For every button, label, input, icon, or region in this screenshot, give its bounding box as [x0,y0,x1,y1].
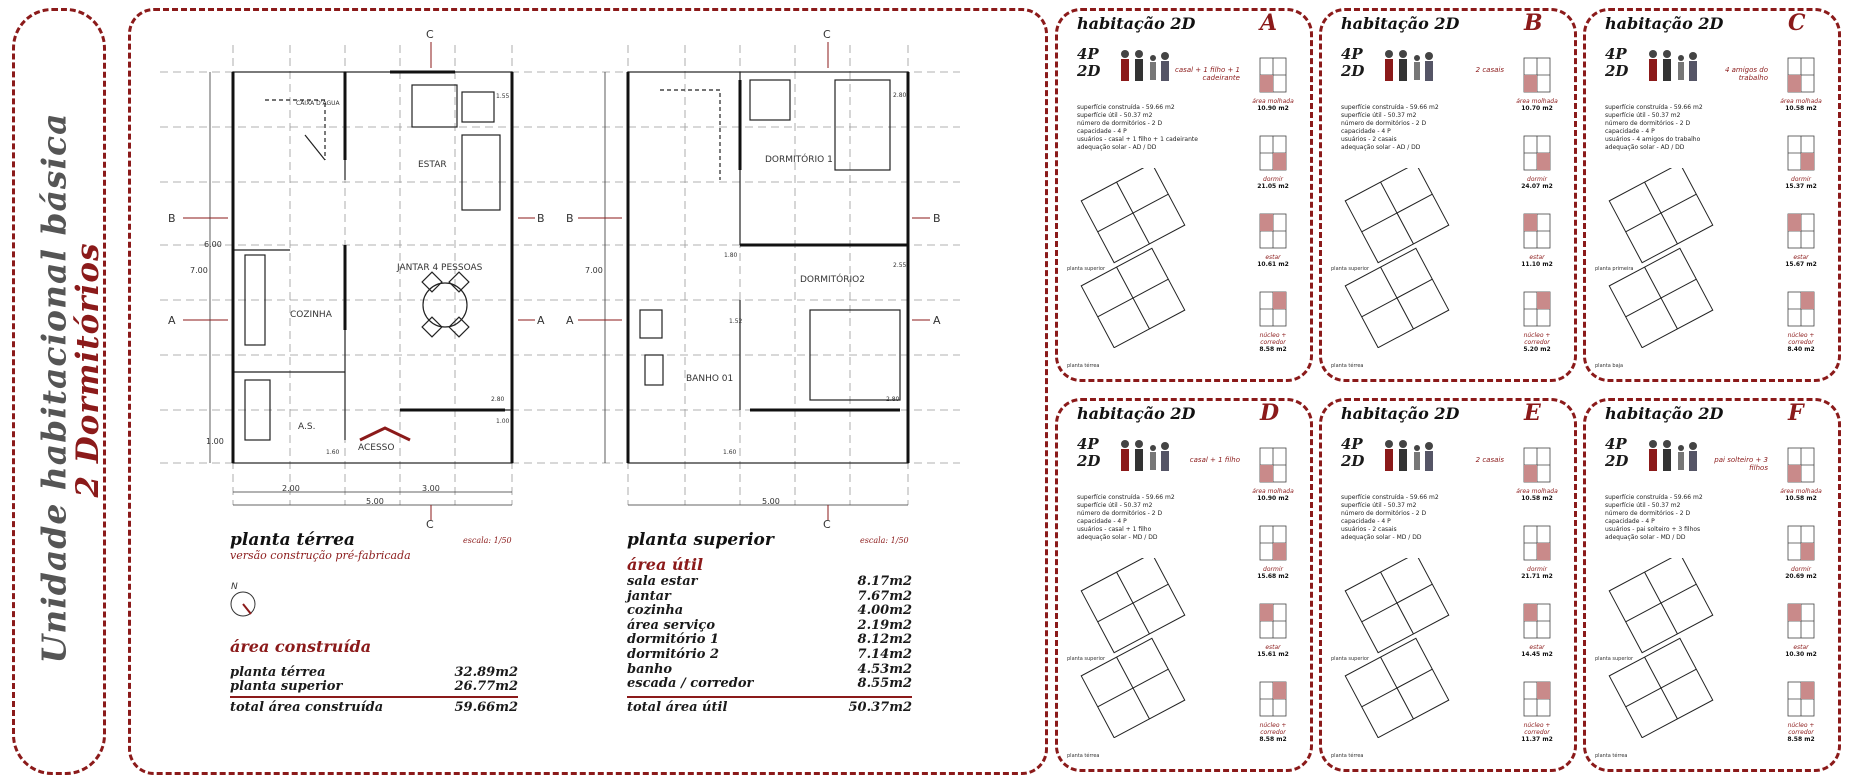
card-occupancy: 4P 2D [1341,435,1365,470]
card-info-line: usuários - casal + 1 filho [1077,526,1152,533]
room-label: estar 15.67 m2 [1785,254,1817,268]
card-info-line: superfície construída - 59.66 m2 [1605,494,1703,501]
room-thumbnail [1522,446,1554,486]
card-title: habitação 2D [1605,404,1724,423]
card-info-line: capacidade - 4 P [1341,518,1391,525]
card-info-line: número de dormitórios - 2 D [1341,510,1427,517]
dim-7a: 7.00 [190,266,208,275]
room-thumbnail [1522,134,1554,174]
upper-title: planta superior [627,530,774,550]
card-users: pai solteiro + 3 filhos [1714,456,1768,472]
ground-subtitle: versão construção pré-fabricada [230,549,411,562]
section-c-top1: C [426,28,434,41]
room-label: estar 11.10 m2 [1521,254,1553,268]
card-info-line: capacidade - 4 P [1077,128,1127,135]
dim-160b: 1.60 [723,449,737,456]
area-util-total: total área útil 50.37m2 [627,700,912,715]
section-b-left: B [168,212,176,225]
room-thumbnail [1258,56,1290,96]
room-label: núcleo + corredor 8.40 m2 [1787,332,1815,353]
area-construida-row: planta térrea 32.89m2 [230,665,518,680]
dim-5a: 5.00 [366,497,384,506]
dim-155: 1.55 [496,93,510,100]
section-a-mid: A [537,314,545,327]
unit-plan-drawing [1073,558,1223,738]
dim-100: 1.00 [496,418,510,425]
dim-5b: 5.00 [762,497,780,506]
area-util-row: cozinha 4.00m2 [627,603,912,619]
room-thumbnail [1522,602,1554,642]
room-thumbnail [1258,134,1290,174]
card-title: habitação 2D [1077,404,1196,423]
card-title: habitação 2D [1341,404,1460,423]
card-title: habitação 2D [1077,14,1196,33]
unit-plan-drawing [1601,558,1751,738]
room-thumbnail [1522,524,1554,564]
plan-top-label: planta primeira [1595,266,1634,272]
card-info-line: usuários - pai solteiro + 3 filhos [1605,526,1701,533]
room-thumbnail [1258,212,1290,252]
people-icon [1379,46,1439,86]
card-users: 2 casais [1475,66,1504,74]
room-thumbnail [1786,134,1818,174]
unit-card [1319,398,1577,772]
plan-top-label: planta superior [1331,266,1369,272]
plan-bottom-label: planta baja [1595,363,1624,369]
area-construida-heading: área construída [230,637,372,656]
card-letter: E [1524,400,1541,426]
room-label: área molhada 10.90 m2 [1252,98,1294,112]
card-users: 2 casais [1475,456,1504,464]
ground-title: planta térrea [230,530,355,550]
unit-card [1319,8,1577,382]
plan-bottom-label: planta térrea [1331,753,1364,759]
room-label: núcleo + corredor 11.37 m2 [1521,722,1553,743]
upper-scale: escala: 1/50 [860,536,909,545]
room-thumbnail [1522,680,1554,720]
room-label: núcleo + corredor 5.20 m2 [1523,332,1551,353]
card-info-line: superfície construída - 59.66 m2 [1605,104,1703,111]
card-info-line: superfície construída - 59.66 m2 [1341,104,1439,111]
card-letter: A [1260,10,1278,36]
dim-255: 2.55 [893,262,907,269]
room-thumbnail [1786,446,1818,486]
plan-bottom-label: planta térrea [1067,753,1100,759]
label-dorm1: DORMITÓRIO 1 [765,155,833,165]
unit-plan-drawing [1337,558,1487,738]
card-info-line: superfície útil - 50.37 m2 [1341,502,1417,509]
card-info-line: adequação solar - AD / DD [1605,144,1685,151]
section-c-top2: C [823,28,831,41]
section-a-right: A [933,314,941,327]
card-info-line: capacidade - 4 P [1341,128,1391,135]
unit-card [1583,8,1841,382]
card-info-line: usuários - 2 casais [1341,136,1397,143]
card-occupancy: 4P 2D [1077,45,1101,80]
unit-plan-drawing [1073,168,1223,348]
dim-160a: 1.60 [326,449,340,456]
card-letter: D [1260,400,1280,426]
card-info-line: superfície construída - 59.66 m2 [1077,104,1175,111]
card-info-line: superfície útil - 50.37 m2 [1605,112,1681,119]
card-info-line: usuários - 2 casais [1341,526,1397,533]
card-letter: C [1788,10,1806,36]
dim-280c: 2.80 [893,92,907,99]
room-label: dormir 24.07 m2 [1521,176,1553,190]
room-thumbnail [1786,290,1818,330]
area-util-row: escada / corredor 8.55m2 [627,676,912,692]
card-info-line: superfície útil - 50.37 m2 [1077,112,1153,119]
plan-top-label: planta superior [1595,656,1633,662]
room-thumbnail [1522,290,1554,330]
unit-plan-drawing [1601,168,1751,348]
card-occupancy: 4P 2D [1605,435,1629,470]
card-info-line: superfície útil - 50.37 m2 [1077,502,1153,509]
area-util-row: dormitório 1 8.12m2 [627,632,912,648]
room-label: núcleo + corredor 8.58 m2 [1259,722,1287,743]
area-util-row: jantar 7.67m2 [627,588,912,604]
unit-card [1055,8,1313,382]
card-info-line: número de dormitórios - 2 D [1077,120,1163,127]
people-icon [1643,436,1703,476]
label-cozinha: COZINHA [290,310,332,320]
section-a-left: A [168,314,176,327]
room-label: área molhada 10.58 m2 [1780,98,1822,112]
room-label: estar 14.45 m2 [1521,644,1553,658]
card-info-line: número de dormitórios - 2 D [1077,510,1163,517]
plan-top-label: planta superior [1067,656,1105,662]
room-thumbnail [1786,56,1818,96]
room-label: dormir 15.68 m2 [1257,566,1289,580]
card-info-line: superfície construída - 59.66 m2 [1341,494,1439,501]
card-users: casal + 1 filho + 1 cadeirante [1175,66,1240,82]
room-label: núcleo + corredor 8.58 m2 [1259,332,1287,353]
card-info-line: adequação solar - AD / DD [1341,144,1421,151]
card-info-line: usuários - 4 amigos do trabalho [1605,136,1701,143]
people-icon [1379,436,1439,476]
area-util-row: dormitório 2 7.14m2 [627,647,912,662]
plan-bottom-label: planta térrea [1067,363,1100,369]
room-label: dormir 20.69 m2 [1785,566,1817,580]
side-title-line1: Unidade habitacional básica [34,112,74,664]
dim-280b: 2.80 [886,396,900,403]
label-acesso: ACESSO [358,443,395,453]
room-thumbnail [1786,602,1818,642]
room-label: dormir 21.05 m2 [1257,176,1289,190]
area-util-heading: área útil [627,555,704,574]
dim-3: 3.00 [422,484,440,493]
section-b-mid: B [537,212,545,225]
label-caixa: CAIXA D'ÁGUA [296,100,340,107]
area-construida-row: planta superior 26.77m2 [230,679,518,694]
room-thumbnail [1258,446,1290,486]
room-label: estar 10.30 m2 [1785,644,1817,658]
card-occupancy: 4P 2D [1341,45,1365,80]
plan-bottom-label: planta térrea [1331,363,1364,369]
card-users: 4 amigos do trabalho [1724,66,1768,82]
section-a-mid2: A [566,314,574,327]
card-info-line: número de dormitórios - 2 D [1341,120,1427,127]
card-users: casal + 1 filho [1189,456,1240,464]
side-title [0,0,110,782]
people-icon [1643,46,1703,86]
section-c-bot2: C [823,518,831,531]
room-thumbnail [1258,680,1290,720]
card-info-line: capacidade - 4 P [1605,128,1655,135]
section-b-mid2: B [566,212,574,225]
dim-2: 2.00 [282,484,300,493]
plan-top-label: planta superior [1331,656,1369,662]
label-estar: ESTAR [418,160,447,170]
card-occupancy: 4P 2D [1605,45,1629,80]
card-letter: B [1524,10,1543,36]
area-construida-total: total área construída 59.66m2 [230,700,518,715]
card-title: habitação 2D [1341,14,1460,33]
unit-card [1583,398,1841,772]
dim-1: 1.00 [206,437,224,446]
section-b-right: B [933,212,941,225]
card-letter: F [1788,400,1804,426]
room-thumbnail [1258,602,1290,642]
section-c-bot1: C [426,518,434,531]
card-info-line: capacidade - 4 P [1077,518,1127,525]
dim-7b: 7.00 [585,266,603,275]
room-thumbnail [1258,524,1290,564]
area-util-row: banho 4.53m2 [627,661,912,677]
room-label: dormir 15.37 m2 [1785,176,1817,190]
room-thumbnail [1786,524,1818,564]
room-thumbnail [1522,56,1554,96]
label-banho: BANHO 01 [686,374,734,384]
north-label: N [231,582,238,592]
card-info-line: superfície construída - 59.66 m2 [1077,494,1175,501]
card-info-line: adequação solar - MD / DD [1077,534,1158,541]
card-info-line: adequação solar - AD / DD [1077,144,1157,151]
plan-bottom-label: planta térrea [1595,753,1628,759]
card-info-line: número de dormitórios - 2 D [1605,120,1691,127]
card-info-line: superfície útil - 50.37 m2 [1341,112,1417,119]
room-label: área molhada 10.70 m2 [1516,98,1558,112]
room-thumbnail [1258,290,1290,330]
label-dorm2: DORMITÓRIO2 [800,275,865,285]
area-construida-rule [230,696,518,698]
card-info-line: número de dormitórios - 2 D [1605,510,1691,517]
dim-280a: 2.80 [491,396,505,403]
room-label: estar 15.61 m2 [1257,644,1289,658]
room-thumbnail [1786,680,1818,720]
ground-scale: escala: 1/50 [463,536,512,545]
area-util-rule [627,696,912,698]
people-icon [1115,46,1175,86]
room-label: área molhada 10.58 m2 [1516,488,1558,502]
room-thumbnail [1522,212,1554,252]
room-label: dormir 21.71 m2 [1521,566,1553,580]
room-label: área molhada 10.90 m2 [1252,488,1294,502]
dim-6: 6.00 [204,240,222,249]
card-info-line: capacidade - 4 P [1605,518,1655,525]
card-occupancy: 4P 2D [1077,435,1101,470]
unit-card [1055,398,1313,772]
unit-plan-drawing [1337,168,1487,348]
card-info-line: usuários - casal + 1 filho + 1 cadeirante [1077,136,1198,143]
card-title: habitação 2D [1605,14,1724,33]
label-jantar: JANTAR 4 PESSOAS [397,263,483,273]
plan-top-label: planta superior [1067,266,1105,272]
room-label: núcleo + corredor 8.58 m2 [1787,722,1815,743]
room-label: área molhada 10.58 m2 [1780,488,1822,502]
dim-180: 1.80 [724,252,738,259]
dim-152: 1.52 [729,318,743,325]
area-util-row: sala estar 8.17m2 [627,574,912,589]
side-title-line2: 2 Dormitórios [70,242,106,498]
people-icon [1115,436,1175,476]
room-thumbnail [1786,212,1818,252]
room-label: estar 10.61 m2 [1257,254,1289,268]
area-util-row: área serviço 2.19m2 [627,617,912,633]
card-info-line: superfície útil - 50.37 m2 [1605,502,1681,509]
label-as: A.S. [298,422,316,432]
card-info-line: adequação solar - MD / DD [1341,534,1422,541]
card-info-line: adequação solar - MD / DD [1605,534,1686,541]
